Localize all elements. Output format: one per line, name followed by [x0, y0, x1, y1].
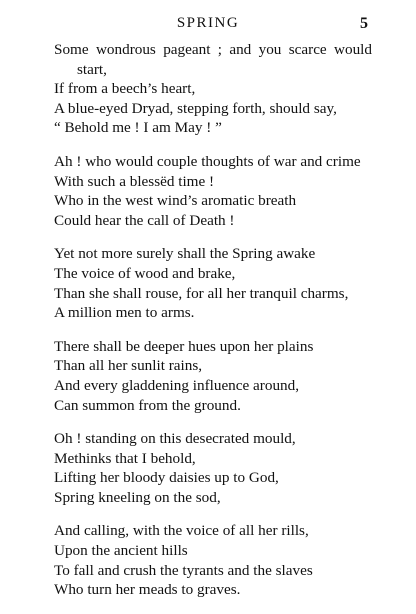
poem-line: A million men to arms. [54, 304, 195, 322]
poem-line: Spring kneeling on the sod, [54, 488, 221, 506]
poem-line: To fall and crush the tyrants and the slaves [54, 561, 313, 579]
poem-line: If from a beech’s heart, [54, 80, 196, 98]
poem-line: And every gladdening influence around, [54, 376, 300, 394]
poem-line: “ Behold me ! I am May ! ” [54, 119, 222, 137]
stanza-5 [54, 429, 372, 507]
poem-line: Lifting her bloody daisies up to God, [54, 469, 279, 487]
poem-line: Ah ! who would couple thoughts of war and crime [54, 152, 361, 170]
poem-line: Some wondrous pageant ; and you scarce would [54, 41, 372, 58]
poem-line: And calling, with the voice of all her rills, [54, 522, 309, 540]
stanza-4 [54, 337, 372, 415]
stanza-2 [54, 152, 372, 230]
poem-line: Who turn her meads to graves. [54, 581, 241, 599]
poem-line: Upon the ancient hills [54, 542, 188, 560]
poem-line: Than all her sunlit rains, [54, 357, 203, 375]
stanza-1 [54, 40, 372, 138]
poem-line: Than she shall rouse, for all her tranquil charms, [54, 284, 349, 302]
running-title: SPRING [176, 15, 240, 31]
poem-line: Could hear the call of Death ! [54, 211, 235, 229]
stanza-3 [54, 244, 372, 322]
poem-line-turnover: start, [77, 60, 107, 78]
stanza-6 [54, 521, 372, 599]
poem-line: Yet not more surely shall the Spring awake [54, 245, 316, 263]
poem-line: Who in the west wind’s aromatic breath [54, 192, 297, 210]
poem-line: A blue-eyed Dryad, stepping forth, should say, [54, 99, 337, 117]
page-number: 5 [360, 15, 368, 32]
poem-line: Methinks that I behold, [54, 449, 196, 467]
poem-line: Oh ! standing on this desecrated mould, [54, 430, 296, 448]
poem-line: Can summon from the ground. [54, 396, 241, 414]
poem-line: There shall be deeper hues upon her plains [54, 337, 314, 355]
poem-line: The voice of wood and brake, [54, 264, 236, 282]
poem-line: With such a blessëd time ! [54, 172, 215, 190]
poem-body [54, 40, 372, 614]
page-header [0, 15, 416, 37]
